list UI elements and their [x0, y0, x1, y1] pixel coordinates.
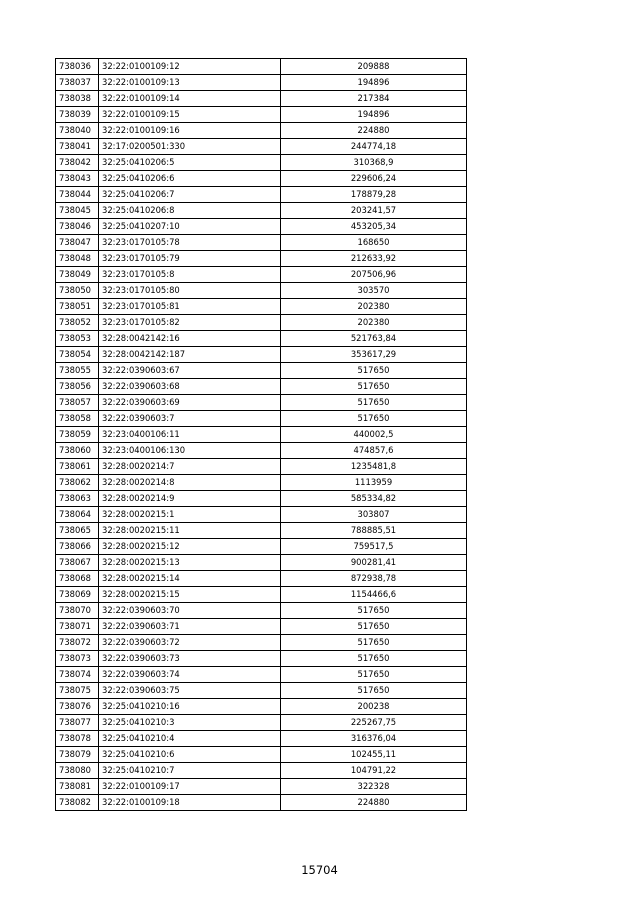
table-row [56, 427, 467, 443]
cadastral-number-cell: 32:22:0390603:7 [99, 411, 281, 427]
cadastral-value-cell: 310368,9 [281, 155, 467, 171]
cadastral-value-cell: 788885,51 [281, 523, 467, 539]
cadastral-value-cell: 229606,24 [281, 171, 467, 187]
table-row [56, 443, 467, 459]
table-row [56, 267, 467, 283]
table-row [56, 779, 467, 795]
cadastral-value-cell: 900281,41 [281, 555, 467, 571]
row-id-cell: 738069 [56, 587, 99, 603]
row-id-cell: 738052 [56, 315, 99, 331]
cadastral-number-cell: 32:28:0020215:14 [99, 571, 281, 587]
cadastral-value-cell: 521763,84 [281, 331, 467, 347]
cadastral-number-cell: 32:25:0410206:5 [99, 155, 281, 171]
row-id-cell: 738050 [56, 283, 99, 299]
cadastral-number-cell: 32:22:0100109:14 [99, 91, 281, 107]
row-id-cell: 738040 [56, 123, 99, 139]
cadastral-value-cell: 104791,22 [281, 763, 467, 779]
cadastral-number-cell: 32:28:0020215:15 [99, 587, 281, 603]
row-id-cell: 738064 [56, 507, 99, 523]
table-row [56, 363, 467, 379]
cadastral-number-cell: 32:22:0100109:18 [99, 795, 281, 811]
cadastral-number-cell: 32:22:0390603:75 [99, 683, 281, 699]
row-id-cell: 738045 [56, 203, 99, 219]
cadastral-number-cell: 32:25:0410206:7 [99, 187, 281, 203]
row-id-cell: 738079 [56, 747, 99, 763]
cadastral-number-cell: 32:22:0390603:74 [99, 667, 281, 683]
table-row [56, 507, 467, 523]
cadastral-number-cell: 32:17:0200501:330 [99, 139, 281, 155]
row-id-cell: 738037 [56, 75, 99, 91]
table-row [56, 491, 467, 507]
row-id-cell: 738066 [56, 539, 99, 555]
cadastral-number-cell: 32:22:0100109:13 [99, 75, 281, 91]
row-id-cell: 738080 [56, 763, 99, 779]
cadastral-value-cell: 517650 [281, 635, 467, 651]
cadastral-number-cell: 32:22:0390603:67 [99, 363, 281, 379]
cadastral-value-cell: 453205,34 [281, 219, 467, 235]
cadastral-value-cell: 303807 [281, 507, 467, 523]
table-row [56, 411, 467, 427]
cadastral-value-cell: 224880 [281, 123, 467, 139]
cadastral-value-cell: 517650 [281, 683, 467, 699]
cadastral-number-cell: 32:23:0170105:78 [99, 235, 281, 251]
table-row [56, 523, 467, 539]
table-row [56, 91, 467, 107]
cadastral-number-cell: 32:22:0390603:71 [99, 619, 281, 635]
table-row [56, 187, 467, 203]
row-id-cell: 738067 [56, 555, 99, 571]
cadastral-number-cell: 32:28:0042142:16 [99, 331, 281, 347]
cadastral-value-cell: 517650 [281, 363, 467, 379]
row-id-cell: 738043 [56, 171, 99, 187]
row-id-cell: 738054 [56, 347, 99, 363]
table-row [56, 715, 467, 731]
row-id-cell: 738072 [56, 635, 99, 651]
cadastral-value-cell: 217384 [281, 91, 467, 107]
table-row [56, 139, 467, 155]
cadastral-number-cell: 32:25:0410206:8 [99, 203, 281, 219]
table-row [56, 107, 467, 123]
table-row [56, 651, 467, 667]
cadastral-value-cell: 322328 [281, 779, 467, 795]
row-id-cell: 738076 [56, 699, 99, 715]
cadastral-number-cell: 32:22:0390603:73 [99, 651, 281, 667]
cadastral-value-cell: 194896 [281, 107, 467, 123]
row-id-cell: 738077 [56, 715, 99, 731]
cadastral-number-cell: 32:23:0400106:130 [99, 443, 281, 459]
cadastral-number-cell: 32:22:0100109:16 [99, 123, 281, 139]
cadastral-number-cell: 32:22:0390603:70 [99, 603, 281, 619]
cadastral-number-cell: 32:22:0390603:68 [99, 379, 281, 395]
row-id-cell: 738056 [56, 379, 99, 395]
table-row [56, 667, 467, 683]
cadastral-number-cell: 32:28:0020214:8 [99, 475, 281, 491]
table-row [56, 235, 467, 251]
cadastral-value-cell: 517650 [281, 395, 467, 411]
row-id-cell: 738073 [56, 651, 99, 667]
row-id-cell: 738071 [56, 619, 99, 635]
table-row [56, 299, 467, 315]
cadastral-value-cell: 517650 [281, 651, 467, 667]
cadastral-value-cell: 1235481,8 [281, 459, 467, 475]
table-row [56, 747, 467, 763]
cadastral-number-cell: 32:28:0020215:11 [99, 523, 281, 539]
table-row [56, 587, 467, 603]
table-row [56, 571, 467, 587]
table-row [56, 731, 467, 747]
cadastral-number-cell: 32:23:0170105:8 [99, 267, 281, 283]
row-id-cell: 738065 [56, 523, 99, 539]
cadastral-number-cell: 32:23:0170105:82 [99, 315, 281, 331]
row-id-cell: 738074 [56, 667, 99, 683]
table-row [56, 603, 467, 619]
cadastral-value-cell: 585334,82 [281, 491, 467, 507]
table-body [56, 59, 467, 811]
cadastral-value-cell: 759517,5 [281, 539, 467, 555]
row-id-cell: 738062 [56, 475, 99, 491]
cadastral-number-cell: 32:28:0020214:7 [99, 459, 281, 475]
row-id-cell: 738059 [56, 427, 99, 443]
row-id-cell: 738042 [56, 155, 99, 171]
cadastral-value-cell: 225267,75 [281, 715, 467, 731]
row-id-cell: 738038 [56, 91, 99, 107]
cadastral-value-table [55, 58, 467, 811]
row-id-cell: 738036 [56, 59, 99, 75]
cadastral-value-cell: 1113959 [281, 475, 467, 491]
table-row [56, 203, 467, 219]
row-id-cell: 738068 [56, 571, 99, 587]
table-row [56, 171, 467, 187]
cadastral-number-cell: 32:23:0400106:11 [99, 427, 281, 443]
cadastral-number-cell: 32:25:0410207:10 [99, 219, 281, 235]
row-id-cell: 738061 [56, 459, 99, 475]
cadastral-number-cell: 32:28:0020214:9 [99, 491, 281, 507]
table-row [56, 683, 467, 699]
row-id-cell: 738082 [56, 795, 99, 811]
table-row [56, 155, 467, 171]
cadastral-value-cell: 202380 [281, 315, 467, 331]
table-row [56, 395, 467, 411]
table-row [56, 219, 467, 235]
row-id-cell: 738063 [56, 491, 99, 507]
row-id-cell: 738051 [56, 299, 99, 315]
table-row [56, 539, 467, 555]
table-row [56, 795, 467, 811]
cadastral-value-cell: 212633,92 [281, 251, 467, 267]
row-id-cell: 738049 [56, 267, 99, 283]
row-id-cell: 738070 [56, 603, 99, 619]
cadastral-number-cell: 32:22:0390603:72 [99, 635, 281, 651]
cadastral-number-cell: 32:22:0100109:17 [99, 779, 281, 795]
row-id-cell: 738046 [56, 219, 99, 235]
row-id-cell: 738047 [56, 235, 99, 251]
cadastral-number-cell: 32:25:0410210:4 [99, 731, 281, 747]
cadastral-value-cell: 178879,28 [281, 187, 467, 203]
cadastral-value-cell: 517650 [281, 603, 467, 619]
cadastral-value-cell: 517650 [281, 619, 467, 635]
cadastral-value-cell: 517650 [281, 379, 467, 395]
cadastral-value-cell: 244774,18 [281, 139, 467, 155]
cadastral-number-cell: 32:23:0170105:80 [99, 283, 281, 299]
row-id-cell: 738041 [56, 139, 99, 155]
cadastral-number-cell: 32:28:0020215:13 [99, 555, 281, 571]
cadastral-value-cell: 303570 [281, 283, 467, 299]
cadastral-value-cell: 517650 [281, 667, 467, 683]
cadastral-value-cell: 353617,29 [281, 347, 467, 363]
table-row [56, 763, 467, 779]
cadastral-number-cell: 32:28:0020215:12 [99, 539, 281, 555]
cadastral-number-cell: 32:22:0100109:12 [99, 59, 281, 75]
table-row [56, 619, 467, 635]
row-id-cell: 738048 [56, 251, 99, 267]
row-id-cell: 738039 [56, 107, 99, 123]
table-row [56, 347, 467, 363]
cadastral-value-cell: 872938,78 [281, 571, 467, 587]
table-row [56, 635, 467, 651]
row-id-cell: 738053 [56, 331, 99, 347]
row-id-cell: 738058 [56, 411, 99, 427]
table-row [56, 331, 467, 347]
cadastral-number-cell: 32:25:0410210:7 [99, 763, 281, 779]
row-id-cell: 738055 [56, 363, 99, 379]
table-row [56, 475, 467, 491]
table-row [56, 75, 467, 91]
cadastral-number-cell: 32:22:0100109:15 [99, 107, 281, 123]
cadastral-value-cell: 440002,5 [281, 427, 467, 443]
table-row [56, 251, 467, 267]
cadastral-number-cell: 32:25:0410210:3 [99, 715, 281, 731]
cadastral-value-cell: 209888 [281, 59, 467, 75]
cadastral-number-cell: 32:25:0410210:6 [99, 747, 281, 763]
table-row [56, 59, 467, 75]
table-row [56, 283, 467, 299]
cadastral-value-cell: 517650 [281, 411, 467, 427]
cadastral-number-cell: 32:22:0390603:69 [99, 395, 281, 411]
table-row [56, 699, 467, 715]
cadastral-value-cell: 168650 [281, 235, 467, 251]
cadastral-value-cell: 474857,6 [281, 443, 467, 459]
row-id-cell: 738075 [56, 683, 99, 699]
table-row [56, 459, 467, 475]
row-id-cell: 738060 [56, 443, 99, 459]
cadastral-value-cell: 1154466,6 [281, 587, 467, 603]
cadastral-value-cell: 316376,04 [281, 731, 467, 747]
table-row [56, 123, 467, 139]
cadastral-value-cell: 224880 [281, 795, 467, 811]
row-id-cell: 738078 [56, 731, 99, 747]
page-number: 15704 [301, 863, 338, 877]
table-row [56, 315, 467, 331]
cadastral-value-cell: 200238 [281, 699, 467, 715]
table-row [56, 379, 467, 395]
row-id-cell: 738081 [56, 779, 99, 795]
cadastral-number-cell: 32:25:0410210:16 [99, 699, 281, 715]
row-id-cell: 738044 [56, 187, 99, 203]
cadastral-number-cell: 32:28:0042142:187 [99, 347, 281, 363]
cadastral-value-cell: 102455,11 [281, 747, 467, 763]
cadastral-value-cell: 207506,96 [281, 267, 467, 283]
cadastral-number-cell: 32:28:0020215:1 [99, 507, 281, 523]
cadastral-number-cell: 32:23:0170105:79 [99, 251, 281, 267]
cadastral-number-cell: 32:23:0170105:81 [99, 299, 281, 315]
cadastral-number-cell: 32:25:0410206:6 [99, 171, 281, 187]
cadastral-value-cell: 203241,57 [281, 203, 467, 219]
row-id-cell: 738057 [56, 395, 99, 411]
cadastral-value-cell: 194896 [281, 75, 467, 91]
table-row [56, 555, 467, 571]
cadastral-value-cell: 202380 [281, 299, 467, 315]
